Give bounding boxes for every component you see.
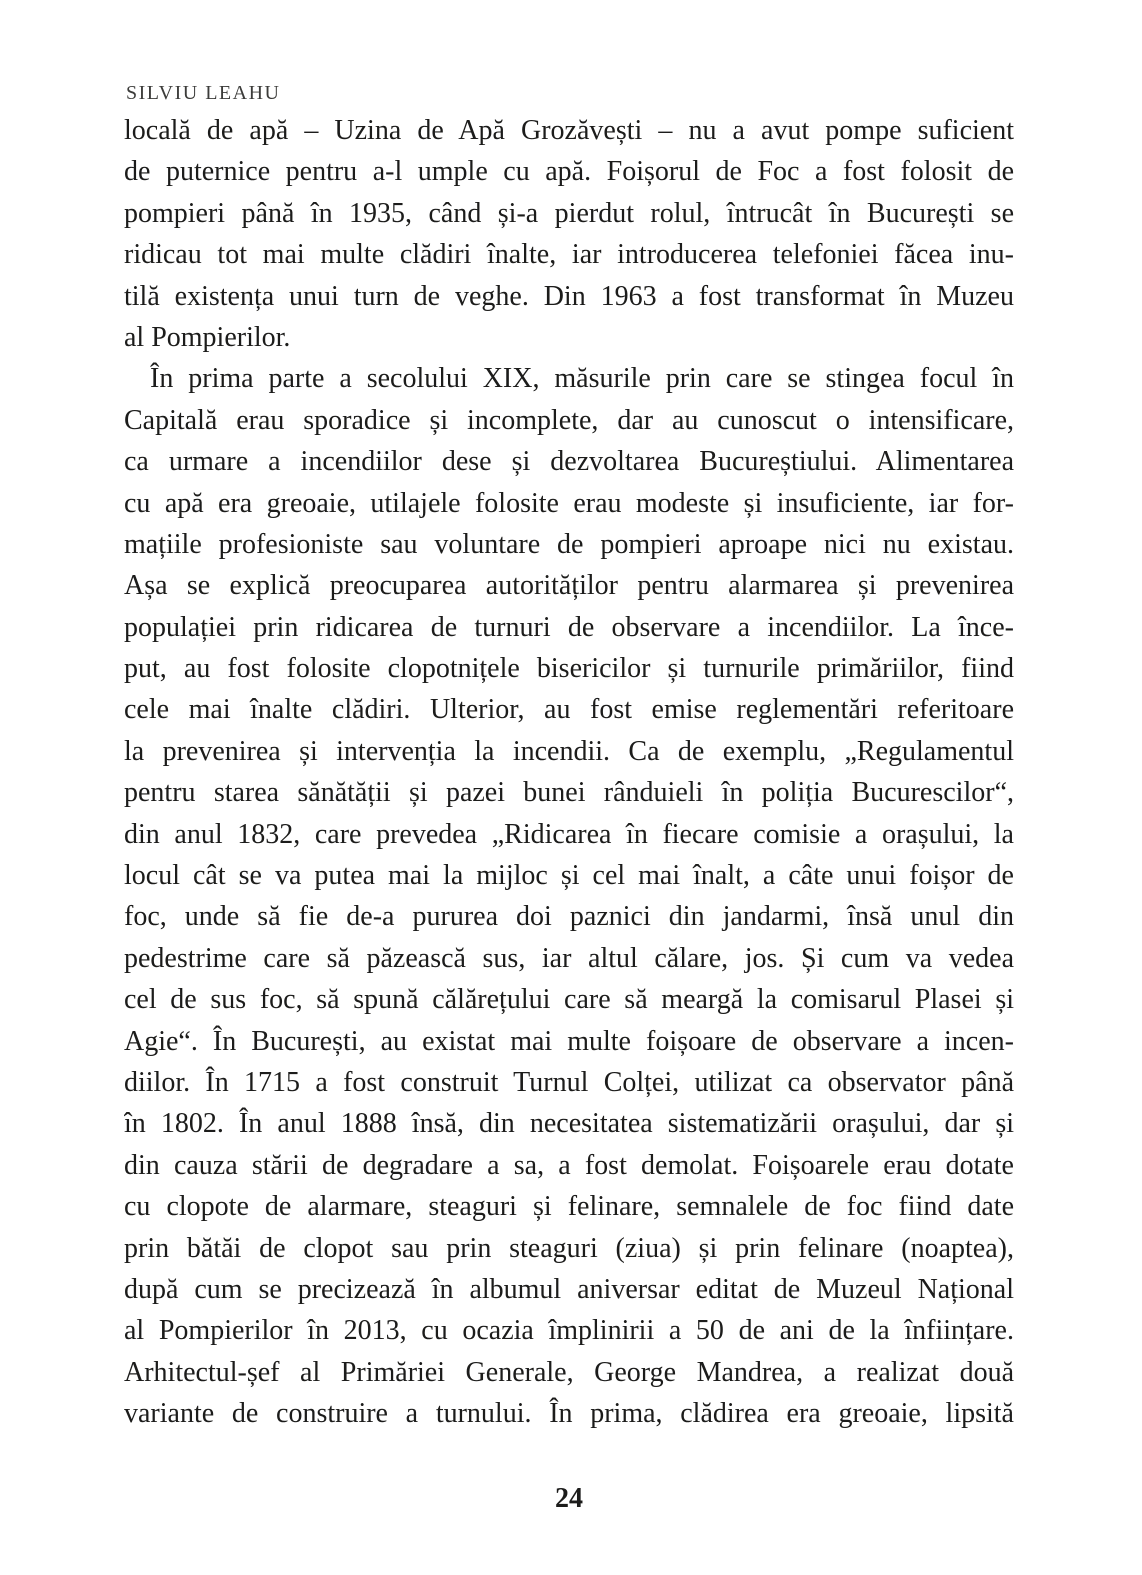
text-line [124,1145,1014,1186]
text-line [124,565,1014,606]
text-line [124,483,1014,524]
text-line [124,276,1014,317]
text-line-content: diilor. În 1715 a fost construit Turnul Colței, utilizat ca observator până [124,1066,1014,1098]
text-line [124,772,1014,813]
text-line-content: locul cât se va putea mai la mijloc și cel mai înalt, a câte unui foișor de [124,860,1014,892]
running-header: SILVIU LEAHU [126,82,281,104]
text-line-content: put, au fost folosite clopotnițele bisericilor și turnurile primăriilor, fiind [124,653,1014,685]
text-line-content: al Pompierilor în 2013, cu ocazia împlinirii a 50 de ani de la înființare. [124,1315,1014,1347]
text-line [124,855,1014,896]
text-line-content: pentru starea sănătății și pazei bunei rânduieli în poliția Bucurescilor“, [124,777,1014,809]
text-line [124,1228,1014,1269]
text-line [124,193,1014,234]
text-line-content: Capitală erau sporadice și incomplete, dar au cunoscut o intensificare, [124,404,1014,436]
text-line-content: pedestrime care să păzească sus, iar altul călare, jos. Și cum va vedea [124,942,1014,974]
text-line-content: cel de sus foc, să spună călărețului care să meargă la comisarul Plasei și [124,984,1014,1016]
text-line-content: Așa se explică preocuparea autorităților pentru alarmarea și prevenirea [124,570,1014,602]
text-line-content: prin bătăi de clopot sau prin steaguri (ziua) și prin felinare (noaptea), [124,1232,1014,1264]
text-line [124,1310,1014,1351]
text-line-content: din cauza stării de degradare a sa, a fost demolat. Foișoarele erau dotate [124,1149,1014,1181]
text-line [124,814,1014,855]
text-line-content: foc, unde să fie de-a pururea doi paznici din jandarmi, însă unul din [124,901,1014,933]
text-line [124,110,1014,151]
text-line [124,441,1014,482]
text-line [124,1393,1014,1434]
text-line-content: mațiile profesioniste sau voluntare de pompieri aproape nici nu existau. [124,528,1014,560]
text-line [124,1352,1014,1393]
text-line [124,689,1014,730]
text-line [124,358,1014,399]
text-line-content: populației prin ridicarea de turnuri de observare a incendiilor. La înce- [124,611,1014,643]
text-line-content: tilă existența unui turn de veghe. Din 1963 a fost transformat în Muzeu [124,280,1014,312]
text-line-content: Arhitectul-șef al Primăriei Generale, George Mandrea, a realizat două [124,1356,1014,1388]
text-line-content: În prima parte a secolului XIX, măsurile prin care se stingea focul în [150,363,1014,395]
text-line [124,1186,1014,1227]
text-line [124,896,1014,937]
text-line [124,938,1014,979]
text-line-content: ridicau tot mai multe clădiri înalte, iar introducerea telefoniei făcea inu- [124,239,1014,271]
text-line-content: după cum se precizează în albumul aniversar editat de Muzeul Național [124,1273,1014,1305]
text-line-content: Agie“. În București, au existat mai multe foișoare de observare a incen- [124,1025,1014,1057]
text-line-content: de puternice pentru a-l umple cu apă. Foișorul de Foc a fost folosit de [124,156,1014,188]
text-line-content: în 1802. În anul 1888 însă, din necesitatea sistematizării orașului, dar și [124,1108,1014,1140]
text-line-content: din anul 1832, care prevedea „Ridicarea în fiecare comisie a orașului, la [124,818,1014,850]
text-line [124,400,1014,441]
text-line-content: pompieri până în 1935, când și-a pierdut rolul, întrucât în București se [124,197,1014,229]
text-line [124,1062,1014,1103]
text-line-content: cu clopote de alarmare, steaguri și felinare, semnalele de foc fiind date [124,1191,1014,1223]
text-line [124,1103,1014,1144]
body-text [124,110,1014,1435]
text-line [124,1021,1014,1062]
page-number: 24 [555,1483,583,1514]
text-line-content: cu apă era greoaie, utilajele folosite erau modeste și insuficiente, iar for- [124,487,1014,519]
text-line-content: variante de construire a turnului. În prima, clădirea era greoaie, lipsită [124,1398,1014,1430]
text-line-content: al Pompierilor. [124,321,291,353]
text-line-content: la prevenirea și intervenția la incendii. Ca de exemplu, „Regulamentul [124,735,1014,767]
text-line [124,648,1014,689]
text-line-content: ca urmare a incendiilor dese și dezvoltarea Bucureștiului. Alimentarea [124,446,1014,478]
text-line [124,607,1014,648]
text-line [124,979,1014,1020]
text-line [124,234,1014,275]
text-line [124,151,1014,192]
text-line [124,731,1014,772]
text-line-content: cele mai înalte clădiri. Ulterior, au fost emise reglementări referitoare [124,694,1014,726]
text-line [124,524,1014,565]
text-line [124,1269,1014,1310]
text-line-content: locală de apă – Uzina de Apă Grozăvești – nu a avut pompe suficient [124,115,1014,146]
text-line [124,317,1014,358]
